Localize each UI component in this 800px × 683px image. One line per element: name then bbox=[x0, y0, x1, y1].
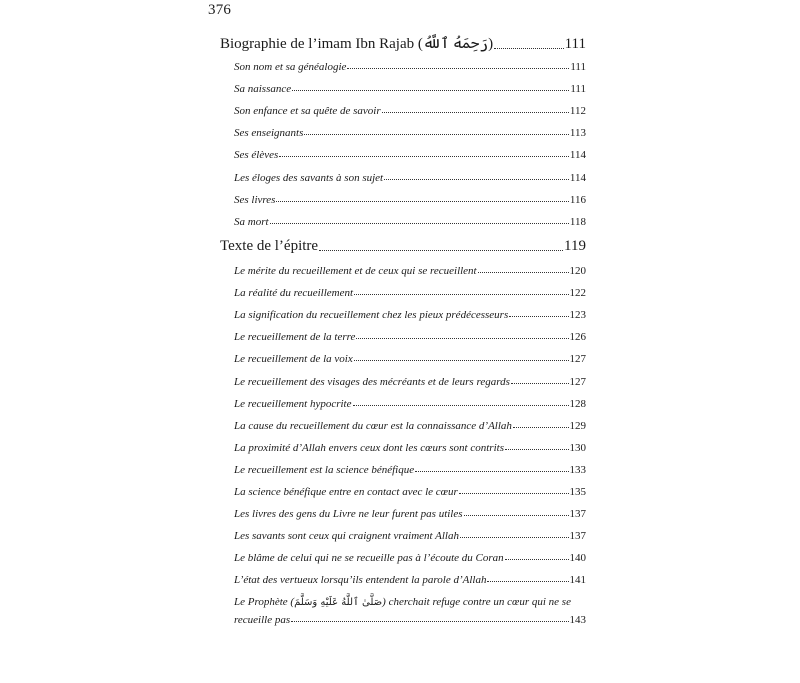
dot-leader bbox=[291, 620, 568, 622]
dot-leader bbox=[279, 155, 569, 157]
dot-leader bbox=[505, 448, 569, 450]
toc-item bbox=[234, 331, 586, 343]
toc-item-page: 133 bbox=[569, 463, 586, 476]
toc-item-page: 126 bbox=[569, 331, 586, 344]
toc-item-page: 113 bbox=[569, 127, 586, 140]
toc-section-title: Texte de l’épitre bbox=[220, 238, 319, 254]
toc-item-title: Les livres des gens du Livre ne leur furent pas utiles bbox=[234, 508, 463, 521]
toc-item bbox=[234, 309, 586, 321]
toc-item bbox=[234, 574, 586, 586]
dot-leader bbox=[354, 293, 568, 295]
toc-item-page: 114 bbox=[569, 149, 586, 162]
page-number: 376 bbox=[208, 2, 232, 18]
dot-leader bbox=[478, 271, 569, 273]
toc-item-title: La signification du recueillement chez les pieux prédécesseurs bbox=[234, 309, 509, 322]
dot-leader bbox=[304, 133, 569, 135]
toc-item-page: 128 bbox=[569, 397, 586, 410]
toc-item-title: Le recueillement hypocrite bbox=[234, 397, 352, 410]
toc-section-page: 111 bbox=[564, 36, 586, 52]
toc-item-page: 127 bbox=[569, 375, 586, 388]
toc-section bbox=[220, 34, 586, 53]
toc-item-title: Son nom et sa généalogie bbox=[234, 61, 347, 73]
dot-leader bbox=[464, 514, 569, 516]
toc-item bbox=[234, 353, 586, 365]
text: ) cherchait refuge contre un cœur qui ne se bbox=[382, 596, 571, 608]
dot-leader bbox=[382, 111, 569, 113]
toc-item-page: 118 bbox=[569, 215, 586, 228]
toc-item bbox=[234, 194, 586, 206]
toc-item bbox=[234, 172, 586, 184]
dot-leader bbox=[511, 382, 569, 384]
toc-item bbox=[234, 464, 586, 476]
toc-item-page: 137 bbox=[569, 530, 586, 543]
toc-item-page: 122 bbox=[569, 287, 586, 300]
toc-item-title: La cause du recueillement du cœur est la connaissance d’Allah bbox=[234, 419, 512, 432]
dot-leader bbox=[415, 470, 568, 472]
toc-item-page: 127 bbox=[569, 353, 586, 366]
toc-item-page: 141 bbox=[569, 574, 586, 587]
toc-item-title: Le recueillement de la voix bbox=[234, 353, 353, 366]
dot-leader bbox=[494, 47, 563, 49]
toc-item-title: recueille pas bbox=[234, 614, 291, 626]
toc-item bbox=[234, 265, 586, 277]
dot-leader bbox=[276, 200, 568, 202]
dot-leader bbox=[292, 89, 569, 91]
dot-leader bbox=[347, 67, 569, 69]
toc-item bbox=[234, 398, 586, 410]
toc-item-page: 111 bbox=[570, 83, 586, 96]
toc-item bbox=[234, 216, 586, 228]
toc-item-title: Le recueillement de la terre bbox=[234, 331, 356, 344]
arabic-honorific: صَلَّىٰ ٱللَّهُ عَلَيْهِ وَسَلَّمَ bbox=[294, 597, 383, 608]
toc-item-page: 114 bbox=[569, 171, 586, 184]
toc-item bbox=[234, 508, 586, 520]
toc-item-title: Ses enseignants bbox=[234, 127, 304, 140]
toc-section bbox=[220, 238, 586, 255]
dot-leader bbox=[459, 492, 569, 494]
dot-leader bbox=[509, 315, 568, 317]
toc-item-title: Sa mort bbox=[234, 215, 269, 228]
dot-leader bbox=[270, 222, 569, 224]
dot-leader bbox=[353, 404, 569, 406]
toc-item bbox=[234, 105, 586, 117]
toc-section-page: 119 bbox=[564, 238, 586, 254]
toc-item bbox=[234, 376, 586, 388]
toc-item-title: La réalité du recueillement bbox=[234, 287, 354, 300]
toc-item bbox=[234, 420, 586, 432]
dot-leader bbox=[460, 536, 569, 538]
toc-item-title: Le recueillement des visages des mécréants et de leurs regards bbox=[234, 375, 510, 388]
toc-item-page: 112 bbox=[569, 105, 586, 118]
toc-section-title: Biographie de l’imam Ibn Rajab (رَحِمَهُ ٱللَّهُ) bbox=[220, 36, 494, 52]
toc-item-title: Sa naissance bbox=[234, 83, 292, 96]
toc-item-page: 111 bbox=[570, 61, 586, 73]
toc-item-title: La science bénéfique entre en contact avec le cœur bbox=[234, 486, 458, 498]
toc-item bbox=[234, 486, 586, 498]
toc-item-page: 135 bbox=[569, 486, 586, 498]
toc-item-title: Les éloges des savants à son sujet bbox=[234, 171, 384, 184]
dot-leader bbox=[319, 249, 563, 251]
dot-leader bbox=[384, 178, 569, 180]
toc-item-page: 143 bbox=[569, 614, 586, 626]
toc-item-title: Ses livres bbox=[234, 193, 276, 206]
toc-item bbox=[234, 552, 586, 564]
dot-leader bbox=[505, 558, 569, 560]
toc-item bbox=[234, 127, 586, 139]
toc-item bbox=[234, 83, 586, 95]
toc-item bbox=[234, 149, 586, 161]
toc-item-page: 123 bbox=[569, 309, 586, 322]
toc-item-title: Ses élèves bbox=[234, 149, 279, 162]
toc-item-page: 130 bbox=[569, 441, 586, 454]
toc-item-page: 129 bbox=[569, 419, 586, 432]
toc-item-title: Le recueillement est la science bénéfique bbox=[234, 463, 415, 476]
toc-item-title: L’état des vertueux lorsqu’ils entendent la parole d’Allah bbox=[234, 574, 487, 587]
dot-leader bbox=[487, 580, 568, 582]
toc-item-title: Son enfance et sa quête de savoir bbox=[234, 105, 381, 118]
toc-item bbox=[234, 530, 586, 542]
dot-leader bbox=[354, 359, 569, 361]
toc-item bbox=[234, 61, 586, 73]
toc-item-title: Les savants sont ceux qui craignent vraiment Allah bbox=[234, 530, 459, 543]
toc-item bbox=[234, 442, 586, 454]
toc-item bbox=[234, 287, 586, 299]
dot-leader bbox=[513, 426, 569, 428]
dot-leader bbox=[356, 337, 568, 339]
toc-item-page: 116 bbox=[569, 193, 586, 206]
toc-item bbox=[234, 614, 586, 626]
toc-item-title: La proximité d’Allah envers ceux dont les cœurs sont contrits bbox=[234, 441, 504, 454]
toc-item-title: Le mérite du recueillement et de ceux qui se recueillent bbox=[234, 265, 477, 277]
toc-item-title: Le blâme de celui qui ne se recueille pas à l’écoute du Coran bbox=[234, 552, 504, 565]
toc-item-page: 120 bbox=[569, 265, 586, 277]
text: Le Prophète ( bbox=[234, 596, 295, 608]
toc-item-page: 140 bbox=[569, 552, 586, 565]
toc-item-wrapped-line1 bbox=[234, 596, 586, 608]
toc-item-page: 137 bbox=[569, 508, 586, 521]
